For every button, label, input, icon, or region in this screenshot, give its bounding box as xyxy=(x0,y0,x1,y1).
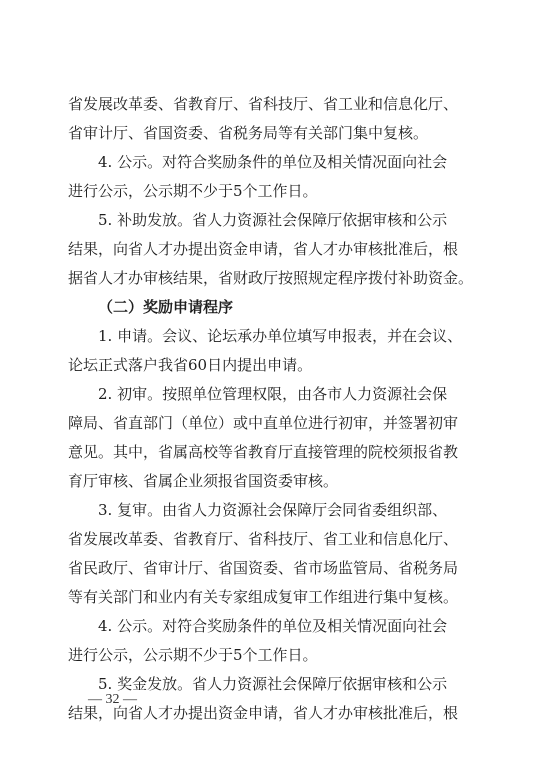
body-line: 5. 奖金发放。省人力资源社会保障厅依据审核和公示 xyxy=(98,675,448,693)
body-line: 4. 公示。对符合奖励条件的单位及相关情况面向社会 xyxy=(98,617,448,635)
body-line: 进行公示，公示期不少于5个工作日。 xyxy=(68,646,318,664)
body-line: 省民政厅、省审计厅、省国资委、省市场监管局、省税务局 xyxy=(68,559,459,577)
body-line: 省发展改革委、省教育厅、省科技厅、省工业和信息化厅、 xyxy=(68,530,459,548)
body-line: 结果，向省人才办提出资金申请，省人才办审核批准后，根 xyxy=(68,704,459,722)
body-line: 等有关部门和业内有关专家组成复审工作组进行集中复核。 xyxy=(68,588,459,606)
document-body xyxy=(68,90,488,728)
body-line: 障局、省直部门（单位）或中直单位进行初审，并签署初审 xyxy=(68,414,459,432)
body-line: 意见。其中，省属高校等省教育厅直接管理的院校须报省教 xyxy=(68,443,459,461)
body-line: 结果，向省人才办提出资金申请，省人才办审核批准后，根 xyxy=(68,240,459,258)
body-line: 3. 复审。由省人力资源社会保障厅会同省委组织部、 xyxy=(98,501,448,519)
body-line: 5. 补助发放。省人力资源社会保障厅依据审核和公示 xyxy=(98,211,448,229)
body-line: 育厅审核、省属企业须报省国资委审核。 xyxy=(68,472,339,490)
body-line: 省发展改革委、省教育厅、省科技厅、省工业和信息化厅、 xyxy=(68,95,459,113)
body-line: 据省人才办审核结果，省财政厅按照规定程序拨付补助资金。 xyxy=(68,269,474,287)
body-line: 论坛正式落户我省60日内提出申请。 xyxy=(68,356,313,374)
page-number: — 32 — xyxy=(88,692,137,707)
body-line: 4. 公示。对符合奖励条件的单位及相关情况面向社会 xyxy=(98,153,448,171)
body-line: 进行公示，公示期不少于5个工作日。 xyxy=(68,182,318,200)
body-line: 1. 申请。会议、论坛承办单位填写申报表，并在会议、 xyxy=(98,327,463,345)
section-heading: （二）奖励申请程序 xyxy=(98,298,234,316)
body-line: 省审计厅、省国资委、省税务局等有关部门集中复核。 xyxy=(68,124,429,142)
body-line: 2. 初审。按照单位管理权限，由各市人力资源社会保 xyxy=(98,385,448,403)
